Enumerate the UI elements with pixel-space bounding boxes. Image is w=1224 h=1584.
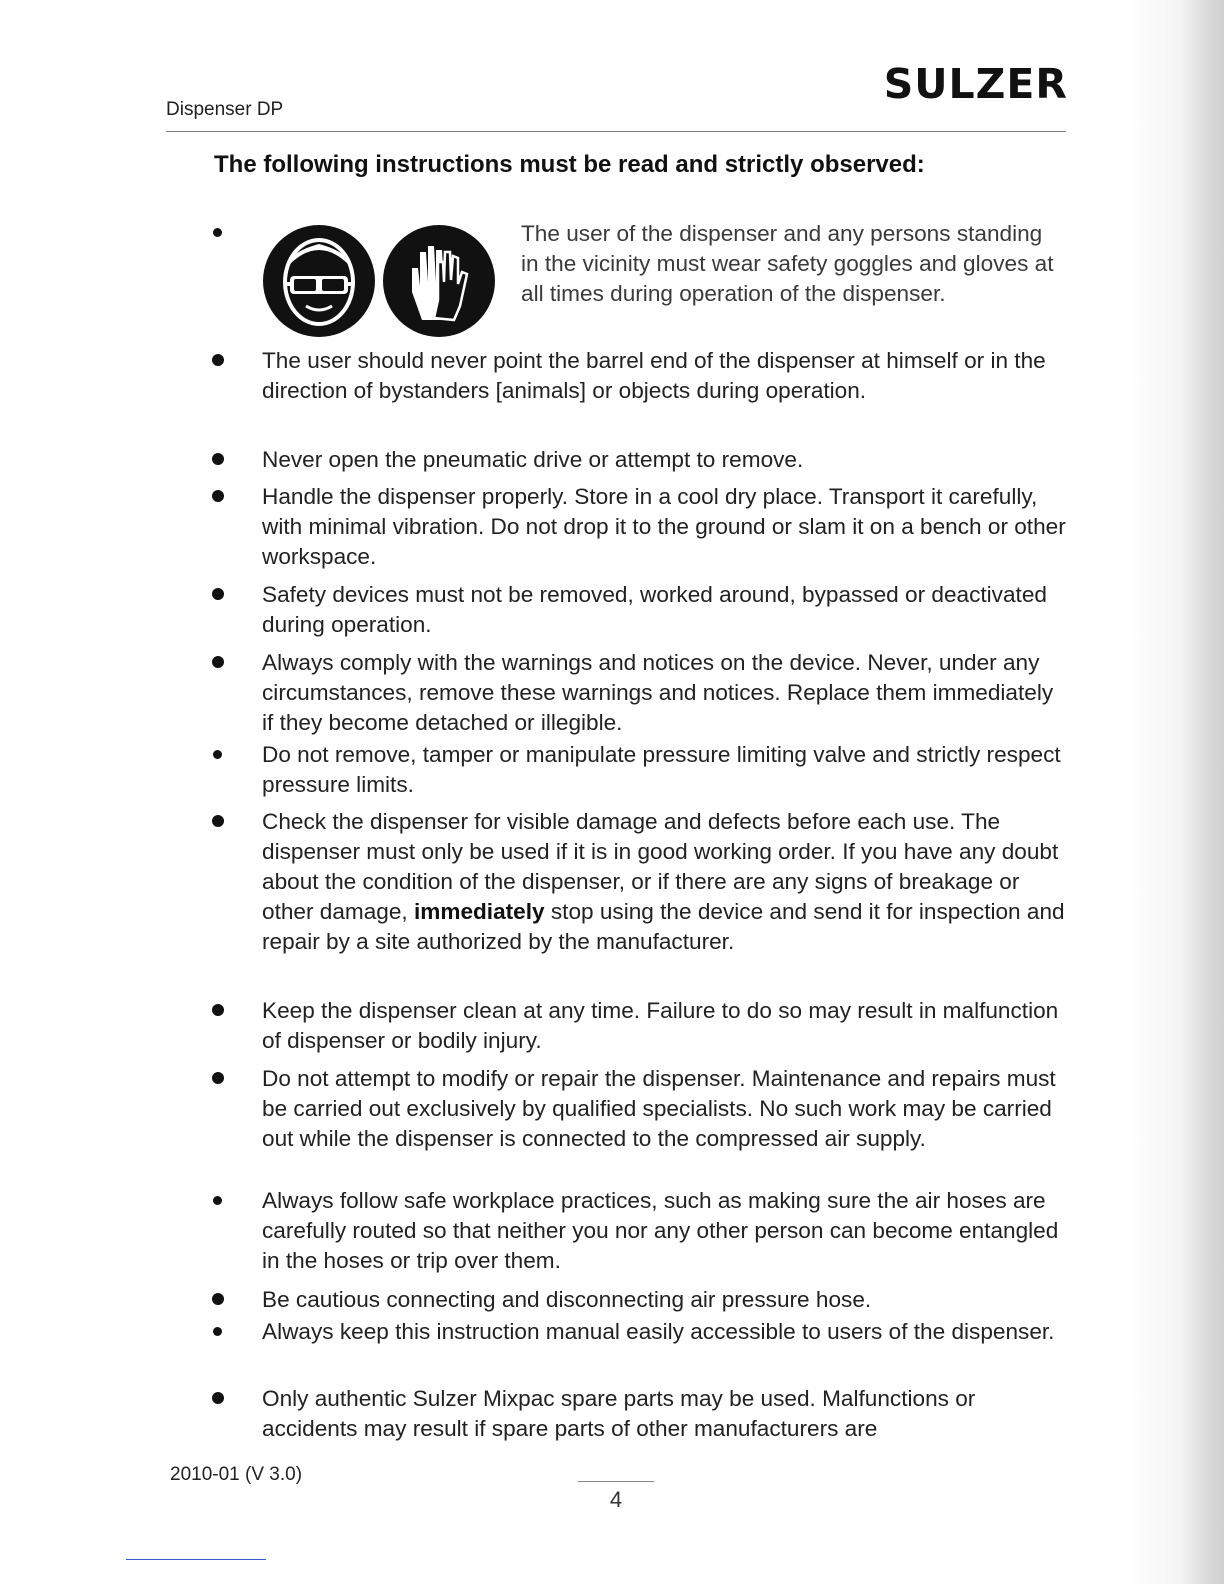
scan-edge-shadow — [1128, 0, 1224, 1584]
list-item-text: Always keep this instruction manual easily accessible to users of the dispenser. — [262, 1319, 1055, 1344]
header-divider — [166, 131, 1066, 132]
document-version: 2010-01 (V 3.0) — [170, 1464, 303, 1485]
bullet — [213, 228, 222, 237]
bullet — [212, 1004, 224, 1016]
list-item-text: Be cautious connecting and disconnecting air pressure hose. — [262, 1287, 872, 1312]
bullet — [212, 815, 224, 827]
bullet — [212, 656, 224, 668]
list-item-text: The user of the dispenser and any persons standing in the vicinity must wear safety goggles and gloves at all times during operation of the dispenser. — [521, 221, 1054, 306]
list-item-text: Do not remove, tamper or manipulate pressure limiting valve and strictly respect pressure limits. — [262, 742, 1061, 797]
list-item-text: Safety devices must not be removed, worked around, bypassed or deactivated during operation. — [262, 582, 1047, 637]
bullet — [213, 1196, 222, 1205]
bullet — [212, 1293, 224, 1305]
bullet — [212, 453, 224, 465]
list-item-text: Do not attempt to modify or repair the dispenser. Maintenance and repairs must be carried out exclusively by qualified specialists. No such work may be carried out while the dispenser is connected to the compressed air supply. — [262, 1066, 1056, 1151]
item-text-part: Check the dispenser for visible damage and defects before each use. The dispenser must only be used if it is in good working order. If you have any doubt about the condition of the dispenser, or if there are any signs of breakage or other damage, — [262, 809, 1059, 924]
list-item-text: Keep the dispenser clean at any time. Failure to do so may result in malfunction of dispenser or bodily injury. — [262, 998, 1059, 1053]
item-emphasis: immediately — [413, 899, 545, 924]
list-item-text: Always comply with the warnings and notices on the device. Never, under any circumstances, remove these warnings and notices. Replace them immediately if they become detached or illegible. — [262, 650, 1054, 735]
list-item-text: Only authentic Sulzer Mixpac spare parts may be used. Malfunctions or accidents may result if spare parts of other manufacturers are — [262, 1386, 976, 1441]
page-number: 4 — [609, 1487, 623, 1512]
list-item-text: Handle the dispenser properly. Store in a cool dry place. Transport it carefully, with minimal vibration. Do not drop it to the ground or slam it on a bench or other workspace. — [262, 484, 1066, 569]
bullet — [212, 1392, 224, 1404]
bullet — [212, 490, 224, 502]
list-item-text: The user should never point the barrel end of the dispenser at himself or in the direction of bystanders [animals] or objects during operation. — [262, 348, 1046, 403]
brand-logo: SULZER — [883, 60, 1068, 108]
footer-divider — [578, 1481, 654, 1482]
item-text-part: stop using the device and send it for inspection and repair by a site authorized by the manufacturer. — [262, 899, 1065, 954]
safety-icons — [262, 222, 502, 340]
bullet — [212, 1072, 224, 1084]
list-item-text: Always follow safe workplace practices, such as making sure the air hoses are carefully routed so that neither you nor any other person can become entangled in the hoses or trip over them. — [262, 1188, 1059, 1273]
document-title: Dispenser DP — [166, 99, 284, 120]
bullet — [213, 1327, 222, 1336]
scan-artifact-line — [126, 1559, 266, 1560]
section-heading: The following instructions must be read and strictly observed: — [214, 151, 925, 178]
list-item-text — [262, 807, 1067, 957]
bullet — [213, 750, 222, 759]
list-item-text: Never open the pneumatic drive or attempt to remove. — [262, 447, 804, 472]
bullet — [212, 588, 224, 600]
bullet — [212, 354, 224, 366]
goggles-icon — [262, 222, 502, 340]
